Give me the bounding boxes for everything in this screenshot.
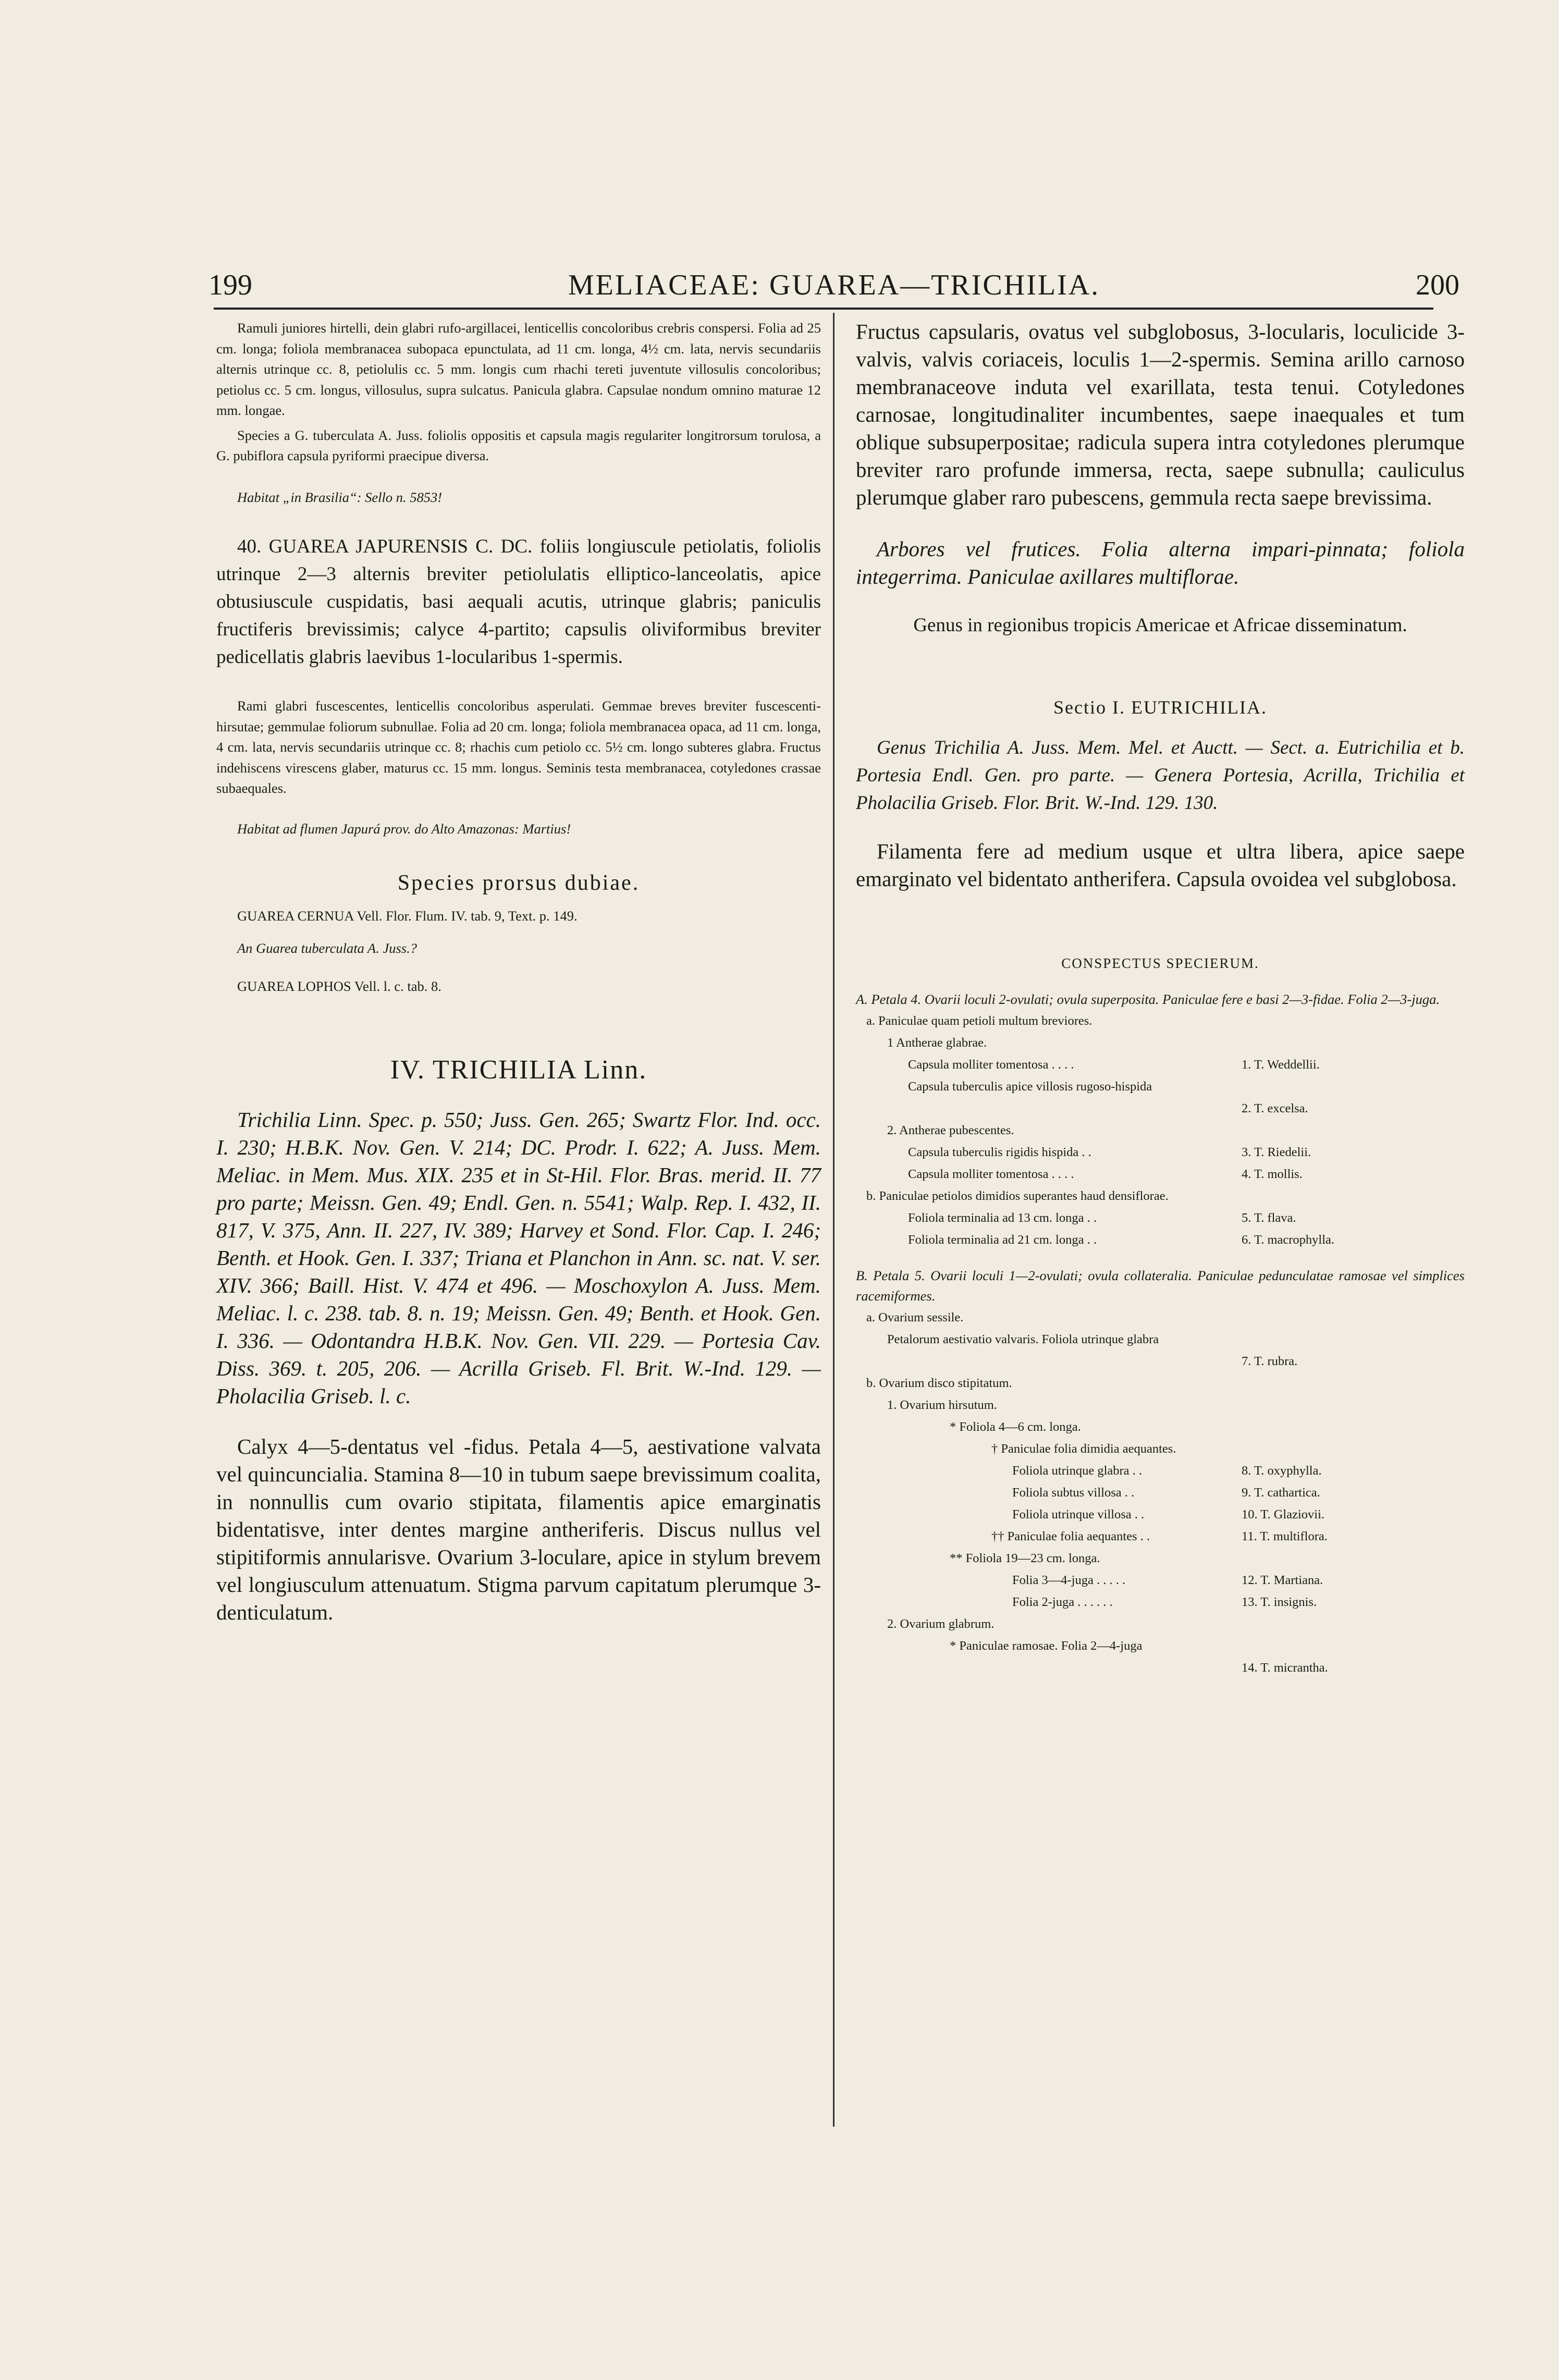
key-row [856, 1120, 1465, 1142]
key-species-name: 5. T. flava. [1242, 1210, 1296, 1225]
left-column [216, 318, 821, 1626]
key-row [856, 1438, 1465, 1460]
key-row [856, 1351, 1465, 1372]
sectio-heading: Sectio I. EUTRICHILIA. [1053, 697, 1267, 718]
key-text: Folia 3—4-juga . . . . . [1012, 1573, 1126, 1587]
header-rule [214, 308, 1433, 310]
habitat-line: Habitat „in Brasilia“: Sello n. 5853! [237, 489, 443, 505]
key-row [856, 1010, 1465, 1032]
key-a-list [856, 1010, 1465, 1251]
sectio-description: Filamenta fere ad medium usque et ultra libera, apice saepe emarginato vel bidentato antherifera. Capsula ovoidea vel subglobosa. [856, 839, 1465, 891]
key-row [856, 1613, 1465, 1635]
key-row [856, 1076, 1465, 1098]
key-text: Foliola utrinque villosa . . [1012, 1507, 1145, 1522]
fructus-description: Fructus capsularis, ovatus vel subglobosus, 3-locularis, loculicide 3-valvis, valvis coriaceis, loculis 1—2-spermis. Semina arillo carnoso membranaceove induta vel exarillata, testa tenui. Cotyledones carnosae, longitudinaliter incumbentes, saepe inaequales et tum oblique subsuperpositae; radicula supera intra cotyledones plerumque breviter raro profunde immersa, recta, saepe subnulla; cauliculus plerumque glaber raro pubescens, gemmula recta saepe brevissima. [856, 320, 1465, 509]
dubiae-heading: Species prorsus dubiae. [397, 871, 640, 895]
key-species-name: 13. T. insignis. [1242, 1594, 1317, 1609]
key-species-name: 8. T. oxyphylla. [1242, 1463, 1322, 1478]
key-text: Capsula tuberculis apice villosis rugoso-hispida [908, 1079, 1152, 1094]
key-b-list [856, 1307, 1465, 1679]
genus-synonymy: Trichilia Linn. Spec. p. 550; Juss. Gen. 265; Swartz Flor. Ind. occ. I. 230; H.B.K. Nov. Gen. V. 214; DC. Prodr. I. 622; A. Juss. Mem. Meliac. in Mem. Mus. XIX. 235 et in St-Hil. Flor. Bras. merid. II. 77 pro parte; Meissn. Gen. 49; Endl. Gen. n. 5541; Walp. Rep. I. 432, II. 817, V. 375, Ann. II. 227, IV. 389; Harvey et Sond. Flor. Cap. I. 246; Benth. et Hook. Gen. I. 337; Triana et Planchon in Ann. sc. nat. V. ser. XIV. 366; Baill. Hist. V. 474 et 496. — Moschoxylon A. Juss. Mem. Meliac. l. c. 238. tab. 8. n. 19; Meissn. Gen. 49; Benth. et Hook. Gen. I. 336. — Odontandra H.B.K. Nov. Gen. VII. 229. — Portesia Cav. Diss. 369. t. 205, 206. — Acrilla Griseb. Fl. Brit. W.-Ind. 129. — Pholacilia Griseb. l. c. [216, 1107, 821, 1408]
key-row [856, 1032, 1465, 1054]
habit-line: Arbores vel frutices. Folia alterna impari-pinnata; foliola integerrima. Paniculae axillares multiflorae. [856, 537, 1465, 588]
key-text: Foliola terminalia ad 21 cm. longa . . [908, 1232, 1097, 1247]
key-row [856, 1591, 1465, 1613]
genus-heading: IV. TRICHILIA Linn. [390, 1054, 647, 1085]
running-title: MELIACEAE: GUAREA—TRICHILIA. [568, 269, 1100, 301]
key-row [856, 1569, 1465, 1591]
key-row [856, 1460, 1465, 1482]
key-text: 1. Ovarium hirsutum. [887, 1397, 997, 1412]
key-row [856, 1548, 1465, 1569]
dubia-note: An Guarea tuberculata A. Juss.? [237, 940, 417, 956]
species-40-description: Rami glabri fuscescentes, lenticellis concoloribus asperulati. Gemmae breves breviter fuscescenti-hirsutae; gemmulae foliorum subnullae. Folia ad 20 cm. longa; foliola membranacea opaca, ad 11 cm. longa, 4 cm. lata, nervis secundariis utrinque cc. 8; rhachis cum petiolo cc. 5½ cm. longo subteres glabra. Fructus indehiscens virescens glaber, maturus cc. 15 mm. longus. Seminis testa membranacea, cotyledones crassae subaequales. [216, 698, 821, 796]
key-text: Capsula molliter tomentosa . . . . [908, 1167, 1074, 1181]
species-40-habitat: Habitat ad flumen Japurá prov. do Alto Amazonas: Martius! [237, 820, 571, 837]
key-text: Foliola subtus villosa . . [1012, 1485, 1135, 1500]
key-text: 2. Antherae pubescentes. [887, 1123, 1014, 1137]
key-row [856, 1098, 1465, 1120]
page-header [208, 268, 1459, 305]
paragraph-species-note: Species a G. tuberculata A. Juss. foliolis oppositis et capsula magis regulariter longitrorsum torulosa, a G. pubiflora capsula pyriformi praecipue diversa. [216, 427, 821, 463]
key-row [856, 1142, 1465, 1163]
page-number-left: 199 [208, 269, 252, 301]
key-text: Foliola terminalia ad 13 cm. longa . . [908, 1210, 1097, 1225]
key-text: † Paniculae folia dimidia aequantes. [991, 1441, 1176, 1456]
key-species-name: 11. T. multiflora. [1242, 1529, 1328, 1543]
key-row [856, 1054, 1465, 1076]
key-species-name: 9. T. cathartica. [1242, 1485, 1320, 1500]
distribution-line: Genus in regionibus tropicis Americae et Africae disseminatum. [913, 615, 1407, 636]
key-species-name: 7. T. rubra. [1242, 1354, 1298, 1368]
key-text: Foliola utrinque glabra . . [1012, 1463, 1143, 1478]
key-text: Capsula tuberculis rigidis hispida . . [908, 1145, 1091, 1159]
key-text: †† Paniculae folia aequantes . . [991, 1529, 1150, 1543]
key-row [856, 1482, 1465, 1504]
key-row [856, 1207, 1465, 1229]
key-text: 2. Ovarium glabrum. [887, 1616, 995, 1631]
key-row [856, 1416, 1465, 1438]
conspectus-heading: CONSPECTUS SPECIERUM. [1061, 955, 1259, 971]
key-text: * Foliola 4—6 cm. longa. [950, 1419, 1081, 1434]
key-text: Petalorum aestivatio valvaris. Foliola utrinque glabra [887, 1332, 1159, 1346]
key-row [856, 1372, 1465, 1394]
sectio-synonymy: Genus Trichilia A. Juss. Mem. Mel. et Auctt. — Sect. a. Eutrichilia et b. Portesia Endl. Gen. pro parte. — Genera Portesia, Acrilla, Trichilia et Pholacilia Griseb. Flor. Brit. W.-Ind. 129. 130. [856, 737, 1465, 814]
key-text: a. Ovarium sessile. [866, 1310, 964, 1324]
key-species-name: 1. T. Weddellii. [1242, 1057, 1320, 1072]
key-species-name: 12. T. Martiana. [1242, 1573, 1323, 1587]
dubia-lophos: GUAREA LOPHOS Vell. l. c. tab. 8. [237, 978, 441, 994]
dubia-cernua: GUAREA CERNUA Vell. Flor. Flum. IV. tab. 9, Text. p. 149. [237, 908, 578, 924]
key-row [856, 1394, 1465, 1416]
key-text: a. Paniculae quam petioli multum breviores. [866, 1013, 1092, 1028]
key-row [856, 1329, 1465, 1351]
key-row [856, 1504, 1465, 1526]
key-species-name: 6. T. macrophylla. [1242, 1232, 1335, 1247]
species-40-diagnosis: 40. GUAREA JAPURENSIS C. DC. foliis longiuscule petiolatis, foliolis utrinque 2—3 alternis breviter petiolulatis elliptico-lanceolatis, apice obtusiuscule cuspidatis, basi aequali acutis, utrinque glabris; paniculis fructiferis brevissimis; calyce 4-partito; capsulis oliviformibus breviter pedicellatis glabris laevibus 1-locularibus 1-spermis. [216, 536, 821, 668]
key-a-heading: A. Petala 4. Ovarii loculi 2-ovulati; ovula superposita. Paniculae fere e basi 2—3-fidae. Folia 2—3-juga. [856, 991, 1440, 1007]
page-number-right: 200 [1416, 269, 1459, 301]
key-row [856, 1657, 1465, 1679]
key-text: b. Paniculae petiolos dimidios superantes haud densiflorae. [866, 1188, 1169, 1203]
key-row [856, 1185, 1465, 1207]
paragraph-description: Ramuli juniores hirtelli, dein glabri rufo-argillacei, lenticellis concoloribus crebris conspersi. Folia ad 25 cm. longa; foliola membranacea subopaca epunctulata, ad 11 cm. longa, 4½ cm. lata, nervis secundariis alternis utrinque cc. 8, petiolulis cc. 5 mm. longis cum rhachi tereti juventute villosulis concoloribus; petiolus cc. 5 cm. longus, villosulus, supra sulcatus. Panicula glabra. Capsulae nondum omnino maturae 12 mm. longae. [216, 320, 821, 418]
genus-description: Calyx 4—5-dentatus vel -fidus. Petala 4—5, aestivatione valvata vel quincuncialia. Stamina 8—10 in tubum saepe brevissimum coalita, in nonnullis cum ovario stipitata, filamentis apice emarginatis bidentatisve, inter dentes margine antheriferis. Discus nullus vel stipitiformis annularisve. Ovarium 3-loculare, apice in stylum brevem vel longiusculum attenuatum. Stigma parvum capitatum plerumque 3-denticulatum. [216, 1434, 821, 1624]
key-text: Folia 2-juga . . . . . . [1012, 1594, 1113, 1609]
key-row [856, 1163, 1465, 1185]
key-b-heading: B. Petala 5. Ovarii loculi 1—2-ovulati; ovula collateralia. Paniculae pedunculatae ramosae vel simplices racemiformes. [856, 1267, 1465, 1304]
key-row [856, 1307, 1465, 1329]
key-row [856, 1635, 1465, 1657]
key-species-name: 14. T. micrantha. [1242, 1660, 1328, 1675]
key-species-name: 3. T. Riedelii. [1242, 1145, 1311, 1159]
key-text: Capsula molliter tomentosa . . . . [908, 1057, 1074, 1072]
column-divider [833, 313, 834, 2127]
key-text: * Paniculae ramosae. Folia 2—4-juga [950, 1638, 1143, 1653]
key-text: b. Ovarium disco stipitatum. [866, 1376, 1012, 1390]
right-column [856, 318, 1465, 1679]
key-species-name: 10. T. Glaziovii. [1242, 1507, 1324, 1522]
key-text: 1 Antherae glabrae. [887, 1035, 987, 1050]
key-species-name: 4. T. mollis. [1242, 1167, 1303, 1181]
key-text: ** Foliola 19—23 cm. longa. [950, 1551, 1100, 1565]
key-row [856, 1526, 1465, 1548]
key-row [856, 1229, 1465, 1251]
key-species-name: 2. T. excelsa. [1242, 1101, 1308, 1115]
